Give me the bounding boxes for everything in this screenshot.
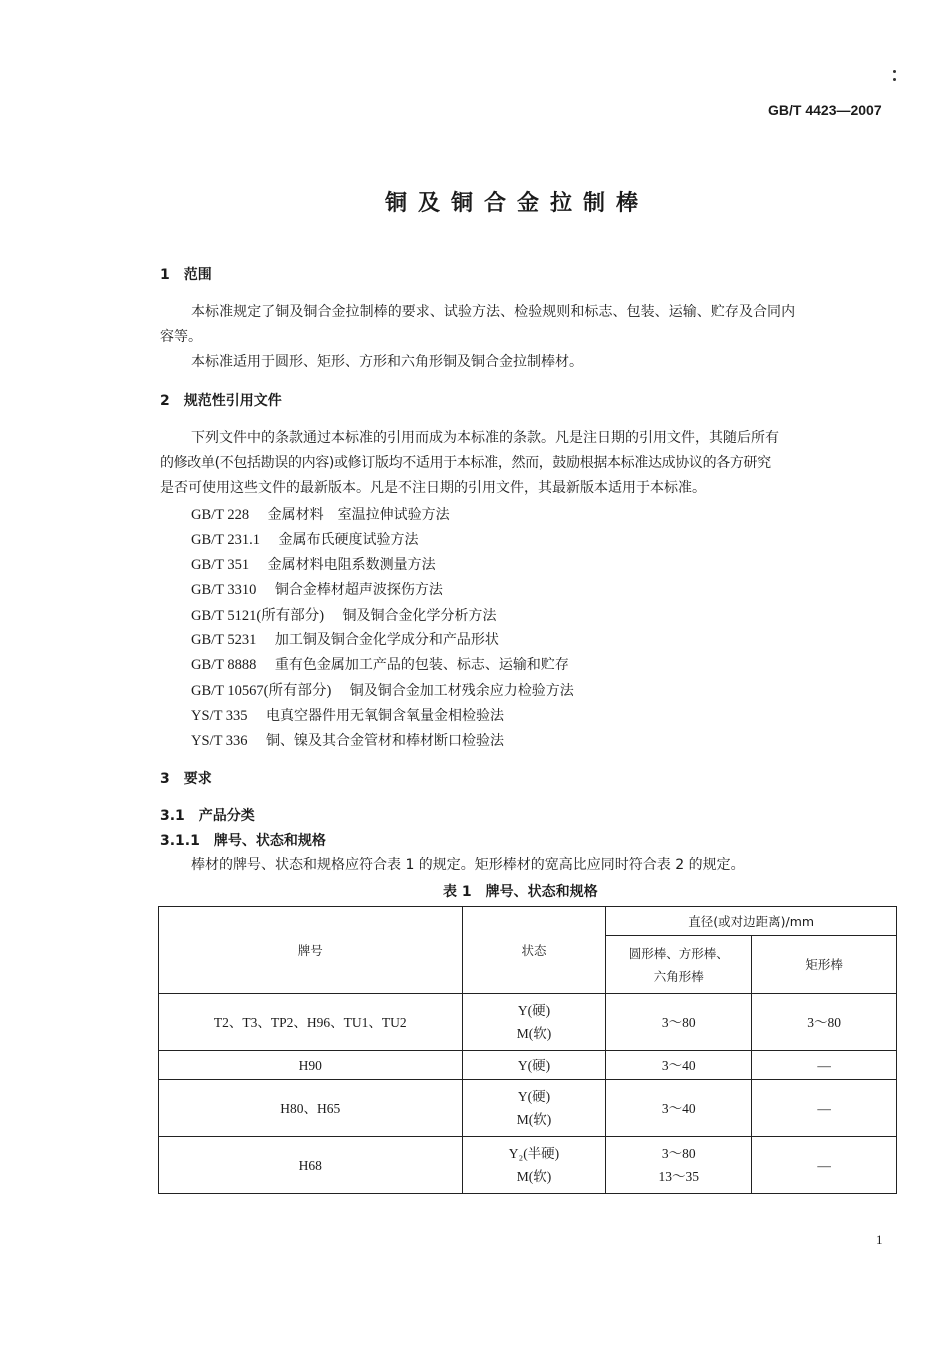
round-size-value: 3～80 [661, 1146, 696, 1161]
section-2-heading: 2 规范性引用文件 [160, 393, 282, 409]
reference-item [191, 654, 569, 674]
table-row [159, 1137, 897, 1194]
section-2-paragraph-line-3: 是否可使用这些文件的最新版本。凡是不注日期的引用文件，其最新版本适用于本标准。 [160, 480, 706, 496]
reference-code: GB/T 3310 [191, 582, 257, 598]
reference-item [191, 529, 418, 549]
section-1-paragraph-2: 本标准适用于圆形、矩形、方形和六角形铜及铜合金拉制棒材。 [191, 354, 583, 370]
cell-round-size: 3～40 [606, 1080, 752, 1137]
reference-code: GB/T 228 [191, 507, 250, 523]
reference-item [191, 554, 436, 574]
reference-title: 铜合金棒材超声波探伤方法 [274, 582, 443, 598]
scan-speck [893, 70, 896, 73]
section-1-paragraph-1: 本标准规定了铜及铜合金拉制棒的要求、试验方法、检验规则和标志、包装、运输、贮存及合同内 [191, 304, 796, 320]
section-3-1-1-heading: 3.1.1 牌号、状态和规格 [160, 833, 326, 849]
reference-title: 重有色金属加工产品的包装、标志、运输和贮存 [274, 657, 569, 673]
header-temper: 状态 [462, 907, 606, 994]
section-3-1-1-paragraph: 棒材的牌号、状态和规格应符合表 1 的规定。矩形棒材的宽高比应同时符合表 2 的规定。 [191, 857, 745, 873]
cell-temper [462, 994, 606, 1051]
reference-item [191, 604, 497, 625]
section-3-1-heading: 3.1 产品分类 [160, 808, 255, 824]
cell-rect-size: — [752, 1137, 897, 1194]
reference-title: 铜及铜合金加工材残余应力检验方法 [349, 683, 574, 699]
reference-code: YS/T 335 [191, 708, 248, 724]
grade-temper-size-table [158, 906, 897, 1194]
page-number: 1 [876, 1232, 883, 1247]
cell-round-size: 3～40 [606, 1051, 752, 1080]
document-title: 铜及铜合金拉制棒 [385, 191, 650, 216]
standard-number: GB/T 4423—2007 [768, 102, 882, 118]
reference-code: GB/T 351 [191, 557, 250, 573]
table-row [159, 1051, 897, 1080]
cell-grade: T2、T3、TP2、H96、TU1、TU2 [159, 994, 463, 1051]
cell-temper [462, 1137, 606, 1194]
reference-title: 铜、镍及其合金管材和棒材断口检验法 [266, 733, 504, 749]
scan-speck [893, 78, 896, 81]
temper-value: Y(硬) [517, 1003, 551, 1018]
reference-item [191, 679, 574, 700]
reference-item [191, 705, 504, 725]
section-1-paragraph-1-cont: 容等。 [160, 329, 202, 345]
reference-title: 金属材料 室温拉伸试验方法 [267, 507, 450, 523]
reference-item [191, 730, 504, 750]
cell-grade: H68 [159, 1137, 463, 1194]
cell-rect-size: 3～80 [752, 994, 897, 1051]
section-2-paragraph-line-2: 的修改单(不包括勘误的内容)或修订版均不适用于本标准，然而，鼓励根据本标准达成协议的各方研究 [160, 455, 771, 471]
header-grade: 牌号 [159, 907, 463, 994]
round-size-value: 13～35 [658, 1169, 700, 1184]
cell-temper [462, 1080, 606, 1137]
reference-code: YS/T 336 [191, 733, 248, 749]
section-3-heading: 3 要求 [160, 771, 212, 787]
temper-value: M(软) [516, 1169, 552, 1184]
header-round-line-1: 圆形棒、方形棒、 [628, 945, 729, 961]
reference-title: 铜及铜合金化学分析方法 [342, 608, 497, 624]
cell-round-size: 3～80 [606, 994, 752, 1051]
reference-code: GB/T 5231 [191, 632, 257, 648]
reference-code: GB/T 5121(所有部分) [191, 608, 325, 624]
reference-title: 电真空器件用无氧铜含氧量金相检验法 [266, 708, 504, 724]
temper-value: Y₂(半硬) [508, 1146, 560, 1161]
reference-title: 金属布氏硬度试验方法 [278, 532, 419, 548]
reference-item [191, 504, 450, 524]
table-row [159, 1080, 897, 1137]
table-header-row [159, 907, 897, 936]
temper-value: Y(硬) [517, 1089, 551, 1104]
header-rectangular: 矩形棒 [752, 936, 897, 994]
header-round-square-hex [606, 936, 752, 994]
cell-rect-size: — [752, 1051, 897, 1080]
header-round-line-2: 六角形棒 [653, 968, 704, 984]
reference-item [191, 629, 499, 649]
temper-value: M(软) [516, 1112, 552, 1127]
reference-code: GB/T 231.1 [191, 532, 261, 548]
cell-round-size [606, 1137, 752, 1194]
table-row [159, 994, 897, 1051]
table-caption: 表 1 牌号、状态和规格 [443, 884, 598, 900]
reference-title: 加工铜及铜合金化学成分和产品形状 [274, 632, 499, 648]
section-1-heading: 1 范围 [160, 267, 212, 283]
reference-title: 金属材料电阻系数测量方法 [267, 557, 436, 573]
reference-item [191, 579, 443, 599]
cell-grade: H80、H65 [159, 1080, 463, 1137]
cell-grade: H90 [159, 1051, 463, 1080]
cell-temper: Y(硬) [462, 1051, 606, 1080]
reference-code: GB/T 8888 [191, 657, 257, 673]
cell-rect-size: — [752, 1080, 897, 1137]
section-2-paragraph-line-1: 下列文件中的条款通过本标准的引用而成为本标准的条款。凡是注日期的引用文件，其随后所有 [191, 430, 779, 446]
header-diameter: 直径(或对边距离)/mm [606, 907, 897, 936]
reference-code: GB/T 10567(所有部分) [191, 683, 332, 699]
temper-value: M(软) [516, 1026, 552, 1041]
